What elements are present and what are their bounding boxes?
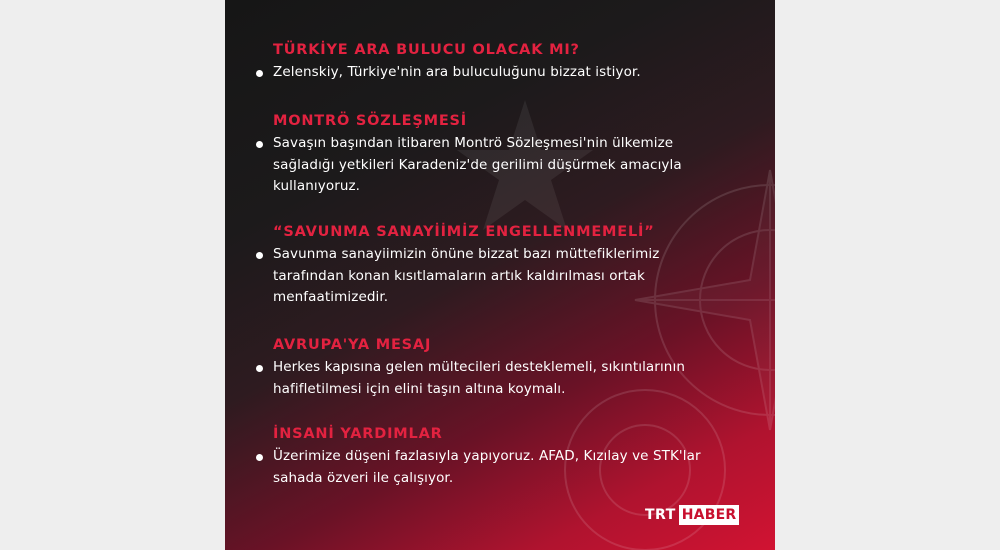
line: kullanıyoruz. xyxy=(273,178,361,194)
bullet-dot-icon xyxy=(256,454,263,461)
line: Savaşın başından itibaren Montrö Sözleşmesi'nin ülkemize xyxy=(273,135,674,151)
line: Herkes kapısına gelen mültecileri desteklemeli, sıkıntılarının xyxy=(273,359,685,375)
section-heading: “SAVUNMA SANAYİİMİZ ENGELLENMEMELİ” xyxy=(273,224,655,240)
line: Savunma sanayiimizin önüne bizzat bazı müttefiklerimiz xyxy=(273,246,660,262)
line: menfaatimizedir. xyxy=(273,289,389,305)
list-item xyxy=(273,446,743,489)
section-heading: İNSANİ YARDIMLAR xyxy=(273,426,443,442)
logo-trt: TRT xyxy=(645,507,676,523)
section-arabuluculuk xyxy=(273,40,743,84)
infographic-card xyxy=(225,0,775,550)
trt-haber-logo xyxy=(645,505,739,525)
bullet-dot-icon xyxy=(256,141,263,148)
line: sağladığı yetkileri Karadeniz'de gerilimi düşürmek amacıyla xyxy=(273,156,682,173)
list-item xyxy=(273,244,743,309)
section-insani xyxy=(273,424,743,489)
list-item xyxy=(273,133,743,198)
section-heading: AVRUPA'YA MESAJ xyxy=(273,337,432,353)
line: sahada özveri ile çalışıyor. xyxy=(273,469,454,486)
bullet-dot-icon xyxy=(256,365,263,372)
line: Üzerimize düşeni fazlasıyla yapıyoruz. AFAD, Kızılay ve STK'lar xyxy=(273,448,701,464)
bullet-dot-icon xyxy=(256,70,263,77)
section-heading: TÜRKİYE ARA BULUCU OLACAK MI? xyxy=(273,42,580,58)
line: hafifletilmesi için elini taşın altına koymalı. xyxy=(273,380,566,397)
section-savunma xyxy=(273,222,743,309)
list-item xyxy=(273,62,743,84)
line: tarafından konan kısıtlamaların artık kaldırılması ortak xyxy=(273,267,645,284)
content xyxy=(225,0,775,550)
section-avrupa xyxy=(273,335,743,400)
logo-haber: HABER xyxy=(679,505,740,525)
bullet-dot-icon xyxy=(256,252,263,259)
list-item xyxy=(273,357,743,400)
line: Zelenskiy, Türkiye'nin ara buluculuğunu bizzat istiyor. xyxy=(273,64,641,80)
section-montro xyxy=(273,111,743,198)
section-heading: MONTRÖ SÖZLEŞMESİ xyxy=(273,113,467,129)
